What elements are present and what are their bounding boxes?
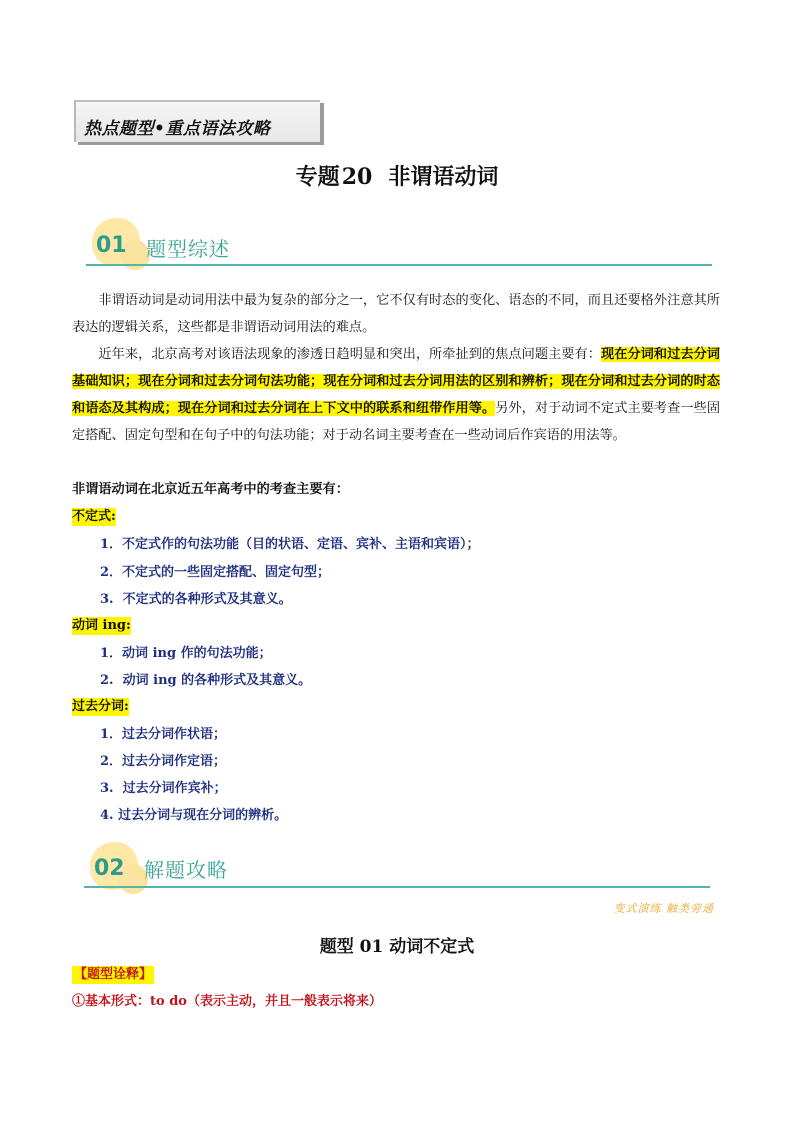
section-number: 02	[94, 856, 125, 881]
page-title	[0, 160, 794, 191]
overview-p2-rest: 另外，对于动词不定式主要考查一些固定搭配、固定句型和在句子中的句法功能；对于动名词主要考查在一些动词后作宾语的用法等。	[72, 401, 721, 443]
section-title: 解题攻略	[144, 858, 228, 882]
type-title: 题型 01 动词不定式	[319, 937, 475, 957]
title-prefix: 专题	[295, 165, 340, 190]
list-item: 1．过去分词作状语；	[100, 727, 227, 742]
group-label-ing: 动词 ing:	[72, 618, 131, 633]
list-item: 2．过去分词作定语；	[100, 754, 227, 769]
group-label-infinitive: 不定式:	[72, 509, 116, 524]
list-item: 2．不定式的一些固定搭配、固定句型；	[100, 565, 331, 580]
overview-paragraph-1: 非谓语动词是动词用法中最为复杂的部分之一，它不仅有时态的变化、语态的不同，而且还要格外注意其所表达的逻辑关系，这些都是非谓语动词用法的难点。	[72, 293, 720, 335]
overview-paragraph-2	[72, 341, 720, 449]
section-tagline: 变式演练 触类旁通	[613, 902, 714, 915]
explain-label: 【题型诠释】	[74, 967, 153, 982]
list-item: 1．动词 ing 作的句法功能；	[100, 646, 272, 661]
banner-text: 热点题型•重点语法攻略	[84, 119, 271, 139]
list-item: 2. 动词 ing 的各种形式及其意义。	[100, 673, 312, 688]
list-item: 1．不定式作的句法功能（目的状语、定语、宾补、主语和宾语）；	[100, 537, 480, 552]
overview-paragraph-3: 非谓语动词在北京近五年高考中的考查主要有：	[72, 482, 349, 497]
section-divider	[84, 886, 710, 888]
list-item: 3. 过去分词作宾补；	[100, 781, 227, 796]
section-number: 01	[96, 233, 127, 258]
title-number: 20	[341, 164, 373, 190]
section-title: 题型综述	[146, 237, 230, 261]
list-item: 4. 过去分词与现在分词的辨析。	[100, 808, 288, 823]
title-name: 非谓语动词	[388, 165, 499, 190]
basic-form: ①基本形式：to do（表示主动，并且一般表示将来）	[72, 994, 382, 1009]
group-label-past-participle: 过去分词:	[72, 699, 129, 714]
overview-p2-intro: 近年来，北京高考对该语法现象的渗透日趋明显和突出，所牵扯到的焦点问题主要有：	[98, 347, 601, 362]
section-divider	[86, 264, 712, 266]
overview-p2-highlight: 现在分词和过去分词基础知识；现在分词和过去分词句法功能；现在分词和过去分词用法的区别和辨析；现在分词和过去分词的时态和语态及其构成；现在分词和过去分词在上下文中的联系和纽带作用等。	[72, 347, 720, 416]
list-item: 3. 不定式的各种形式及其意义。	[100, 592, 292, 607]
